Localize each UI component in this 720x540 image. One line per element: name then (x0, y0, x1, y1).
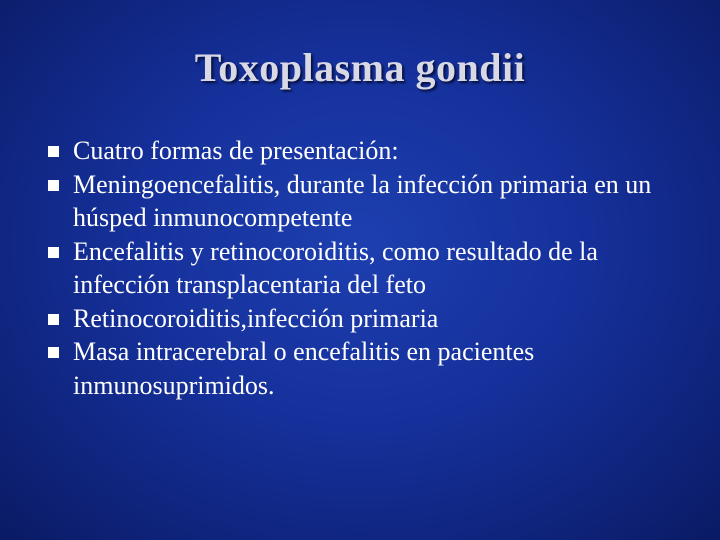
square-bullet-icon (48, 146, 59, 157)
bullet-item (48, 302, 688, 336)
bullet-text: Cuatro formas de presentación: (73, 136, 399, 165)
bullet-item (48, 134, 688, 168)
bullet-list (48, 134, 688, 402)
bullet-text: Meningoencefalitis, durante la infección primaria en un húsped inmunocompetente (73, 169, 652, 232)
square-bullet-icon (48, 247, 59, 258)
bullet-item (48, 335, 688, 402)
square-bullet-icon (48, 347, 59, 358)
slide-title: Toxoplasma gondii (194, 45, 526, 90)
bullet-item (48, 235, 688, 302)
bullet-text: Retinocoroiditis,infección primaria (73, 303, 439, 333)
bullet-text: Encefalitis y retinocoroiditis, como resultado de la infección transplacentaria del feto (73, 236, 598, 299)
square-bullet-icon (48, 314, 59, 325)
bullet-text: Masa intracerebral o encefalitis en pacientes inmunosuprimidos. (73, 337, 535, 400)
square-bullet-icon (48, 180, 59, 191)
bullet-item (48, 168, 688, 235)
